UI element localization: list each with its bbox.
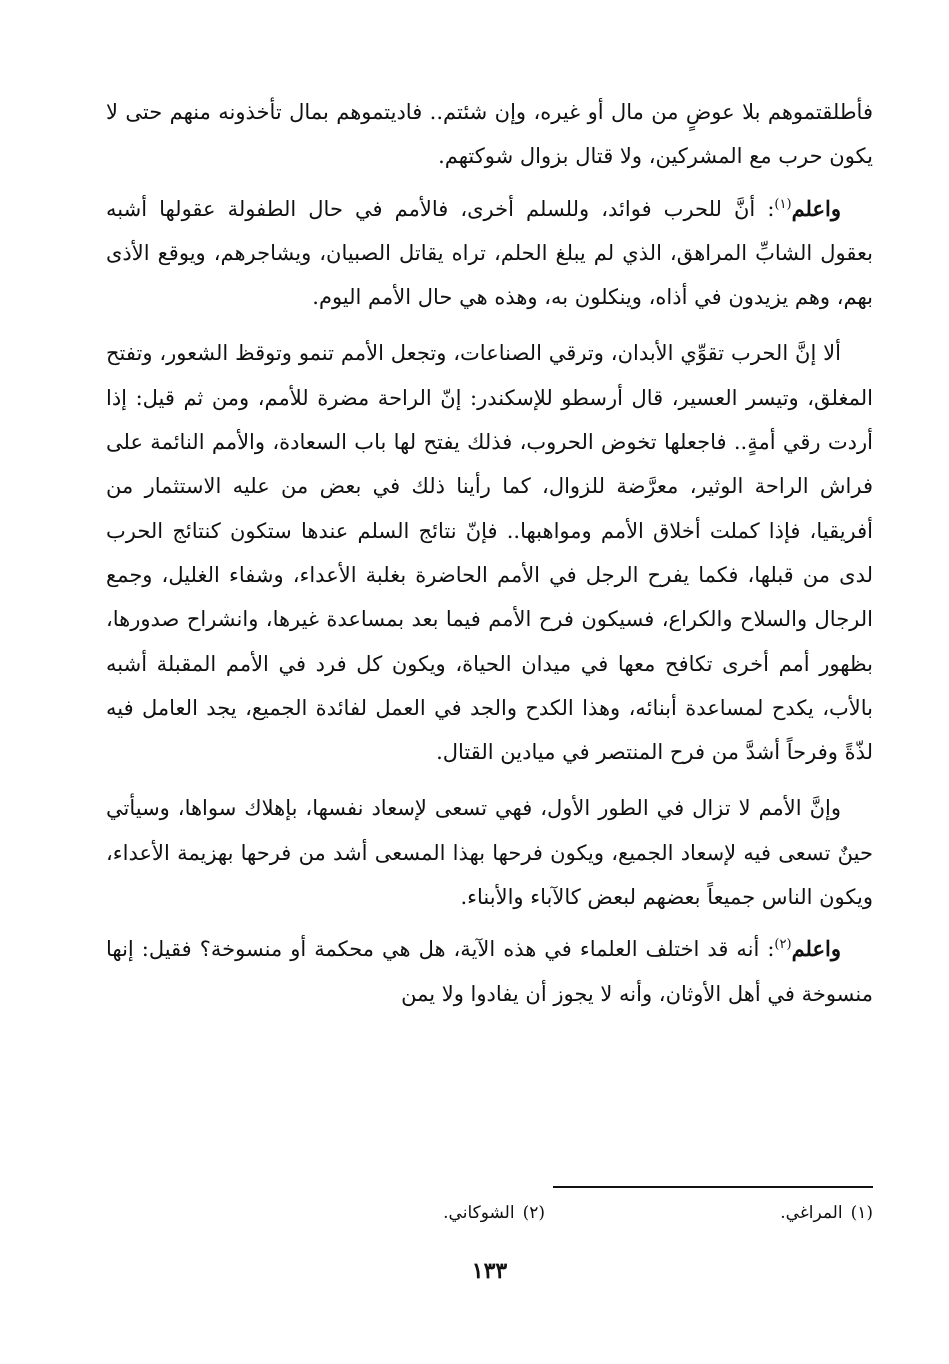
footnote-1-number: (١) — [850, 1203, 873, 1223]
paragraph-2-text: : أنَّ للحرب فوائد، وللسلم أخرى، فالأمم في حال الطفولة عقولها أشبه بعقول الشابِّ المراهق، الذي لم يبلغ الحلم، تراه يقاتل الصبيان، ويشاجرهم، ويوقع الأذى بهم، وهم يزيدون في أذاه، وينكلون به، وهذه هي حال الأمم اليوم. — [106, 196, 873, 310]
paragraph-1: فأطلقتموهم بلا عوضٍ من مال أو غيره، وإن شئتم.. فاديتموهم بمال تأخذونه منهم حتى لا يكون حرب مع المشركين، ولا قتال بزوال شوكتهم. — [106, 100, 873, 169]
paragraph-5 — [106, 927, 873, 1016]
footnote-1 — [780, 1203, 873, 1223]
paragraph-2-lead: واعلم — [791, 195, 841, 221]
paragraph-3: ألا إنَّ الحرب تقوِّي الأبدان، وترقي الصناعات، وتجعل الأمم تنمو وتوقظ الشعور، وتفتح المغلق، وتيسر العسير، قال أرسطو للإسكندر: إنّ الراحة مضرة للأمم، ومن ثم قيل: إذا أردت رقي أمةٍ.. فاجعلها تخوض الحروب، فذلك يفتح لها باب السعادة، والأمم النائمة على فراش الراحة الوثير، معرَّضة للزوال، كما رأينا ذلك في بعض من عليه الاستثمار من أفريقيا، فإذا كملت أخلاق الأمم ومواهبها.. فإنّ نتائج السلم عندها ستكون كنتائج الحرب لدى من قبلها، فكما يفرح الرجل في الأمم الحاضرة بغلبة الأعداء، وشفاء الغليل، وجمع الرجال والسلاح والكراع، فسيكون فرح الأمم فيما بعد بمساعدة غيرها، وانشراح صدورها، بظهور أمم أخرى تكافح معها في ميدان الحياة، ويكون كل فرد في الأمم المقبلة أشبه بالأب، يكدح لمساعدة أبنائه، وهذا الكدح والجد في العمل لفائدة الجميع، يجد العامل فيه لذّةً وفرحاً أشدَّ من فرح المنتصر في ميادين القتال. — [106, 341, 873, 765]
main-text — [106, 90, 873, 1016]
footnote-2 — [443, 1203, 545, 1223]
paragraph-5-lead: واعلم — [791, 936, 841, 962]
paragraph-2 — [106, 187, 873, 320]
page-number: ١٣٣ — [471, 1258, 508, 1284]
paragraph-4: وإنَّ الأمم لا تزال في الطور الأول، فهي تسعى لإسعاد نفسها، بإهلاك سواها، وسيأتي حينٌ تسعى فيه لإسعاد الجميع، ويكون فرحها بهذا المسعى أشد من فرحها بهزيمة الأعداء، ويكون الناس جميعاً بعضهم لبعض كالآباء والأبناء. — [106, 796, 873, 910]
footnote-ref-2: (٢) — [774, 937, 792, 953]
footnote-2-text: الشوكاني. — [443, 1203, 515, 1223]
footnotes — [106, 1203, 873, 1233]
footnote-2-number: (٢) — [522, 1203, 545, 1223]
footnote-1-text: المراغي. — [780, 1203, 843, 1223]
footnote-divider — [553, 1186, 873, 1188]
paragraph-5-text: : أنه قد اختلف العلماء في هذه الآية، هل هي محكمة أو منسوخة؟ فقيل: إنها منسوخة في أهل الأوثان، وأنه لا يجوز أن يفادوا ولا يمن — [106, 937, 873, 1006]
footnote-ref-1: (١) — [774, 196, 792, 212]
